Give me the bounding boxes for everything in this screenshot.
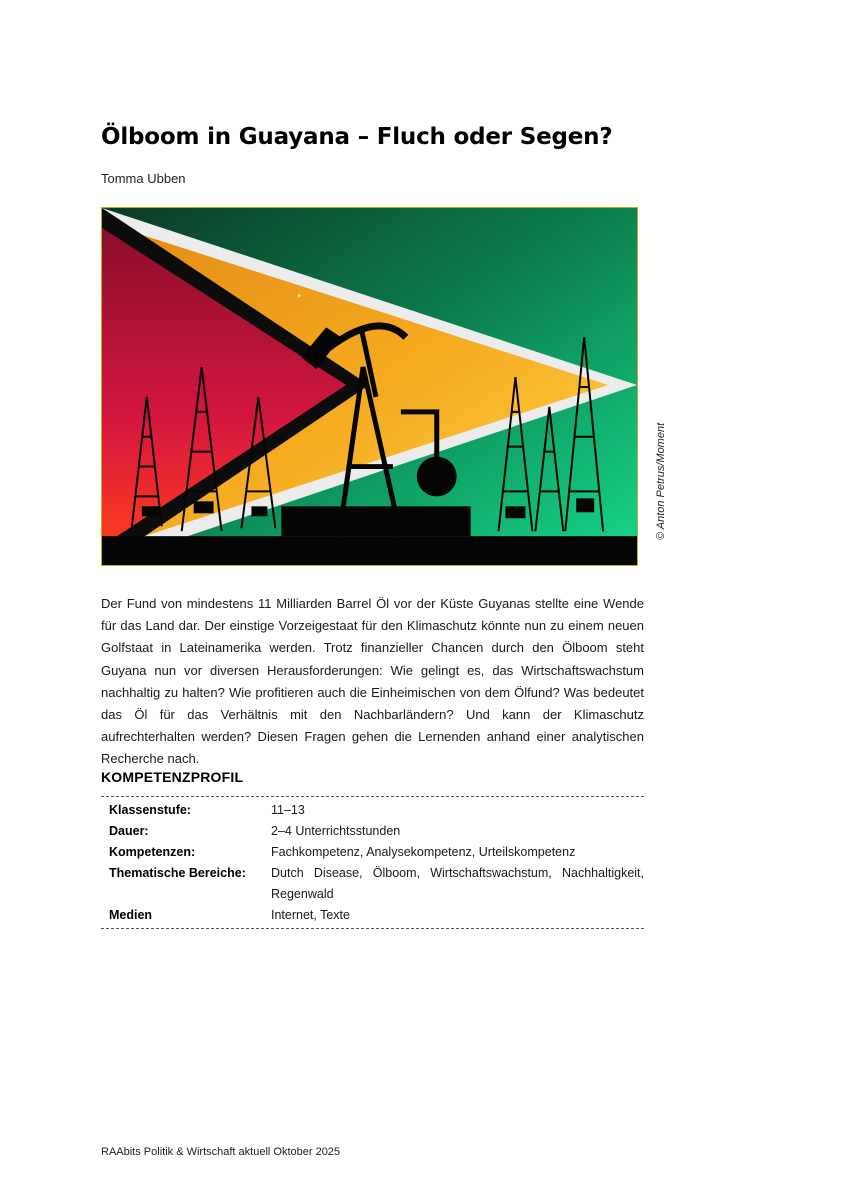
profile-label: Klassenstufe: [109, 803, 191, 817]
document-title: Ölboom in Guayana – Fluch oder Segen? [101, 124, 613, 150]
intro-paragraph: Der Fund von mindestens 11 Milliarden Barrel Öl vor der Küste Guyanas stellte eine Wende für das Land dar. Der einstige Vorzeigestaat für den Klimaschutz könnte nun zu einem neuen Golfstaat in Lateinamerika werden. Trotz finanzieller Chancen durch den Ölboom steht Guyana nun vor diversen Herausforderungen: Wie gelingt es, das Wirtschaftswachstum nachhaltig zu halten? Wie profitieren auch die Einheimischen von dem Ölfund? Was bedeutet das Öl für das Verhältnis mit den Nachbarländern? Und kann der Klimaschutz aufrechterhalten werden? Diesen Fragen gehen die Lernenden anhand einer analytischen Recherche nach. [101, 596, 644, 767]
competence-profile-heading: KOMPETENZPROFIL [101, 769, 244, 785]
profile-label: Kompetenzen: [109, 845, 196, 859]
profile-row [101, 821, 644, 842]
profile-row [101, 842, 644, 863]
profile-value: Fachkompetenz, Analysekompetenz, Urteilskompetenz [271, 845, 576, 859]
profile-value: 11–13 [271, 803, 305, 817]
oil-rig-flag-illustration [102, 208, 637, 565]
profile-row [101, 863, 644, 884]
profile-row [101, 800, 644, 821]
cover-image [101, 207, 638, 566]
profile-row [101, 905, 644, 926]
profile-label: Thematische Bereiche: [109, 866, 246, 880]
star-icon [298, 294, 301, 297]
profile-label: Medien [109, 908, 153, 922]
profile-value: Internet, Texte [271, 908, 350, 922]
profile-value: 2–4 Unterrichtsstunden [271, 824, 401, 838]
profile-row-continuation [101, 884, 644, 905]
profile-value: Dutch Disease, Ölboom, Wirtschaftswachstum, Nachhaltigkeit, [271, 866, 644, 880]
page-footer: RAAbits Politik & Wirtschaft aktuell Oktober 2025 [101, 1146, 341, 1158]
author-name: Tomma Ubben [101, 171, 186, 186]
image-credit: © Anton Petrus/Moment [655, 422, 667, 540]
profile-label: Dauer: [109, 824, 149, 838]
competence-profile-table [101, 796, 644, 929]
profile-value: Regenwald [271, 887, 334, 901]
